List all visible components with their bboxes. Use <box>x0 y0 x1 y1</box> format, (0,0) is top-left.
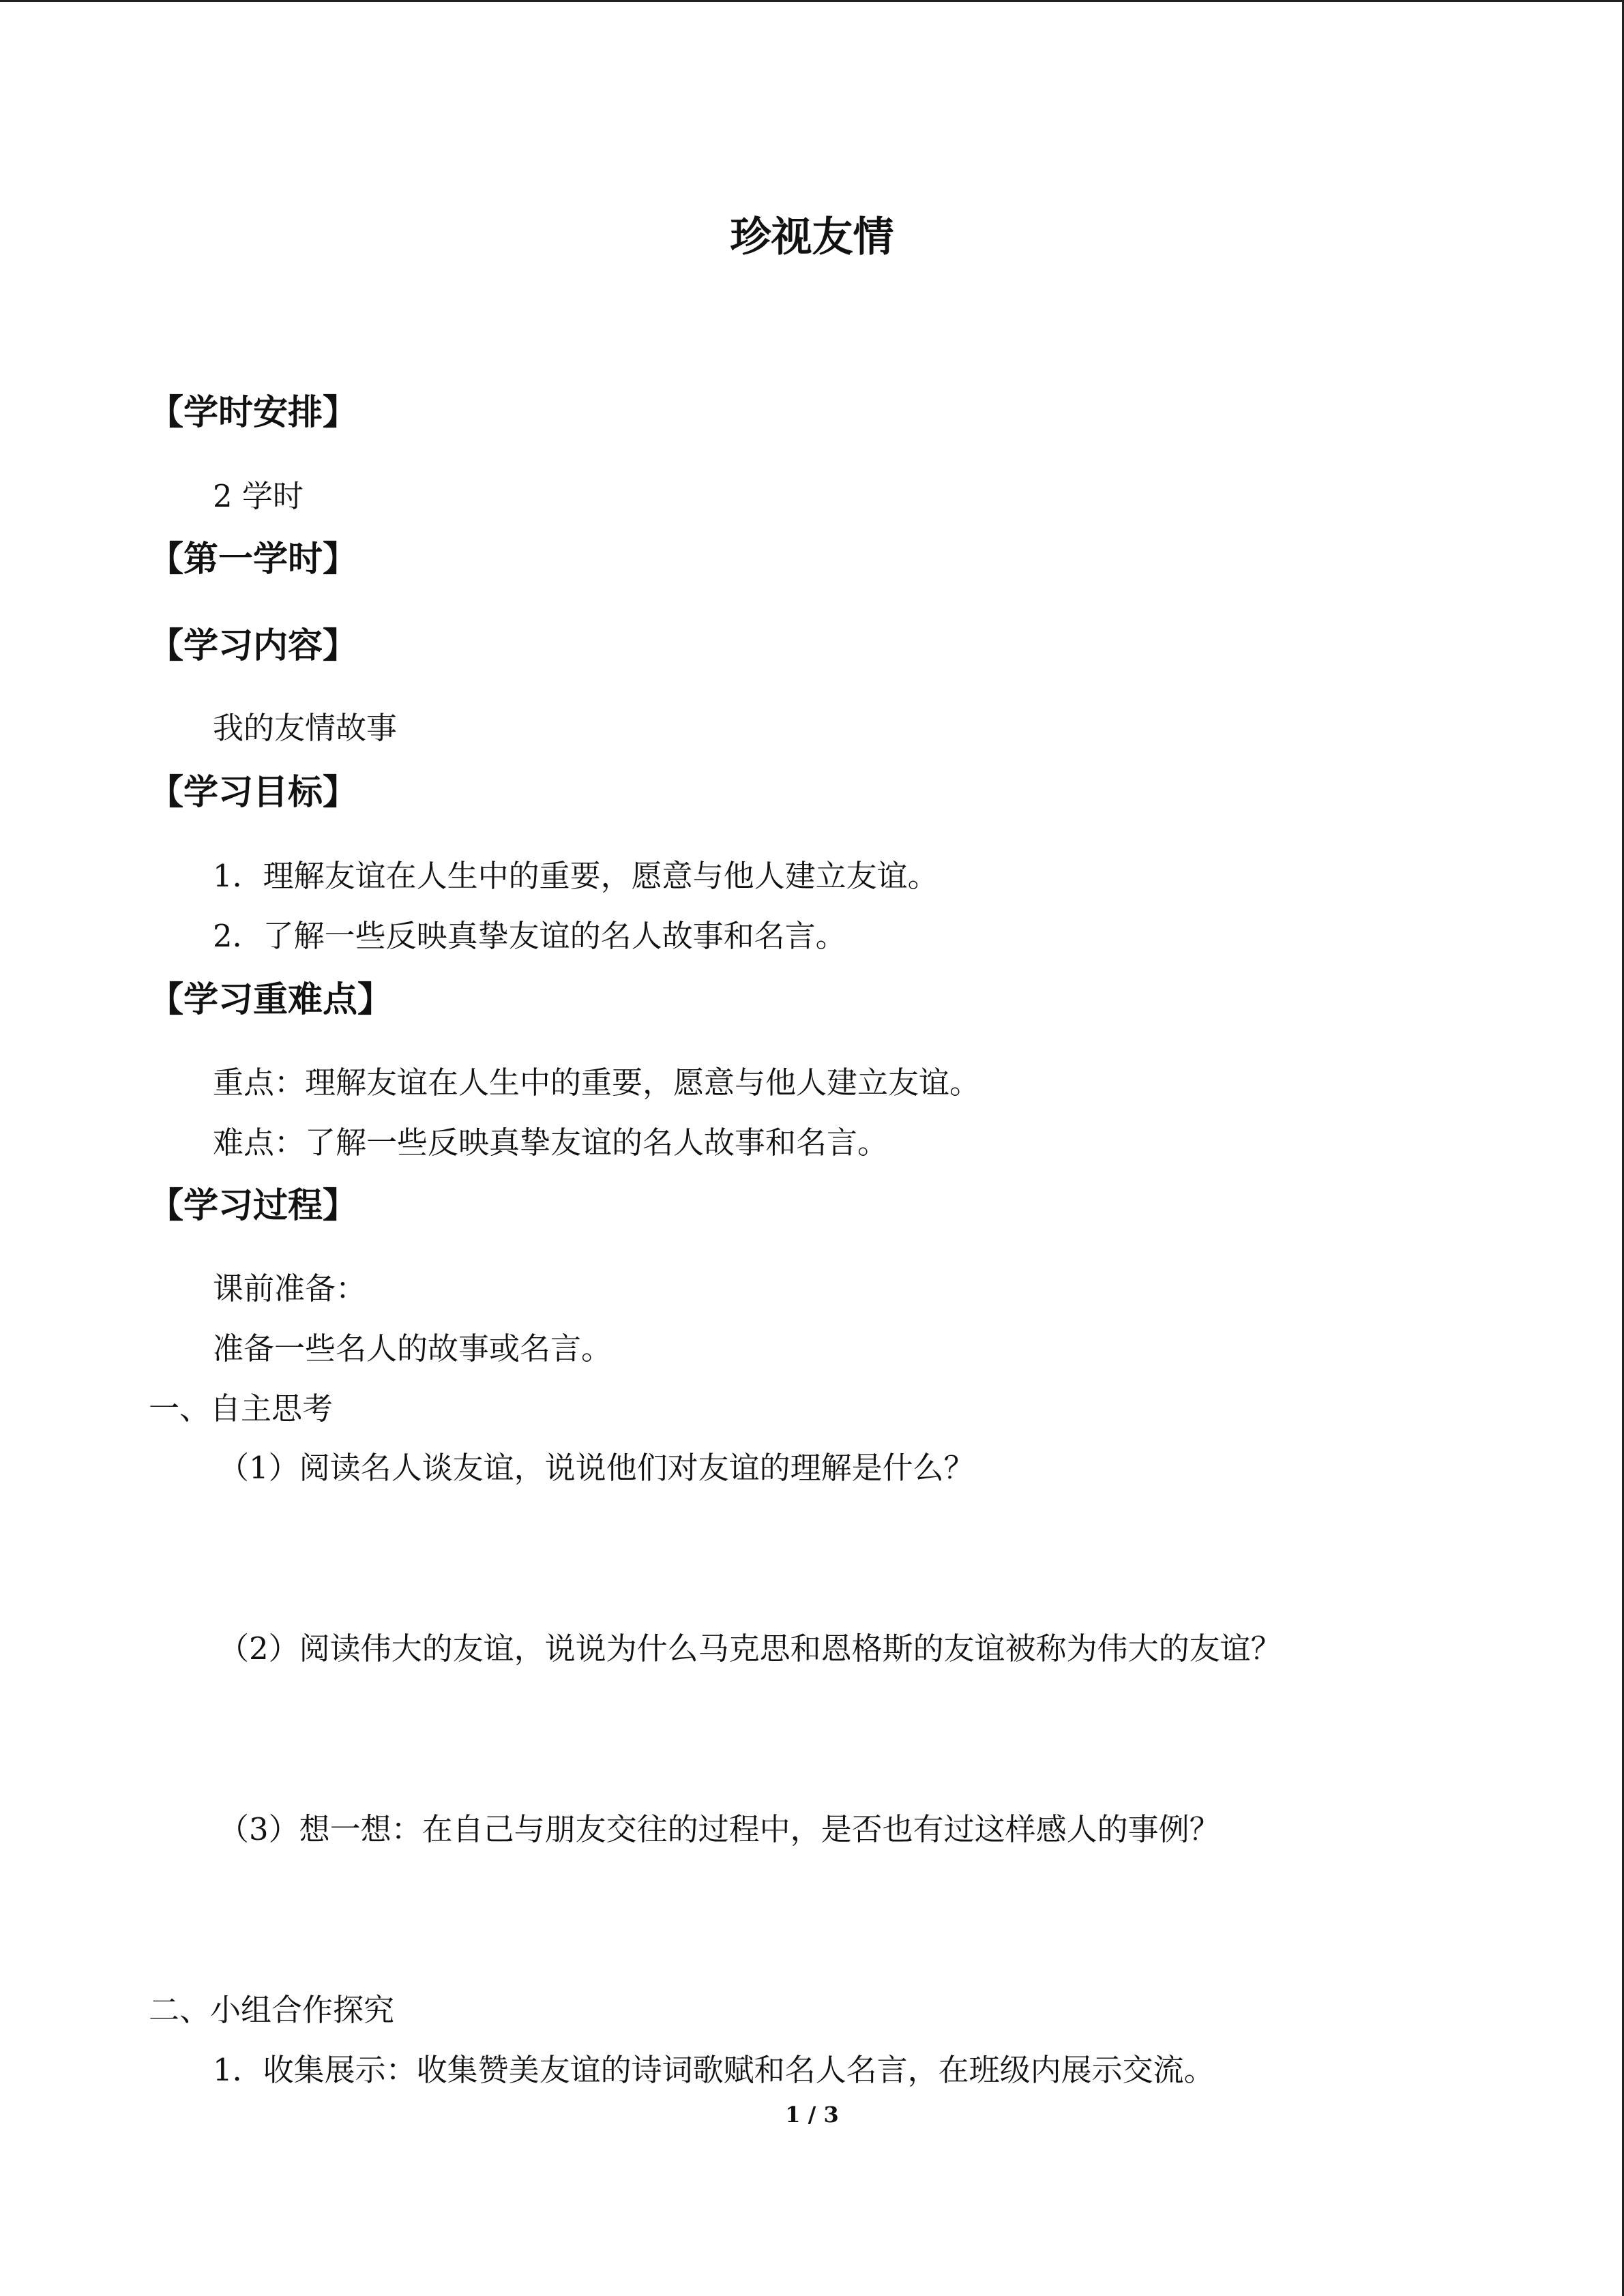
difficulty-text: 难点：了解一些反映真挚友谊的名人故事和名言。 <box>213 1124 889 1161</box>
part2-heading: 二、小组合作探究 <box>149 1992 395 2028</box>
part1-question-2: （2）阅读伟大的友谊，说说为什么马克思和恩格斯的友谊被称为伟大的友谊？ <box>218 1630 1282 1667</box>
heading-keypoints: 【学习重难点】 <box>149 980 393 1020</box>
heading-content: 【学习内容】 <box>149 626 358 666</box>
prep-text: 准备一些名人的故事或名言。 <box>213 1330 612 1367</box>
heading-goals: 【学习目标】 <box>149 773 358 813</box>
page-top-border <box>0 0 1624 2</box>
heading-schedule: 【学时安排】 <box>149 393 358 433</box>
document-title: 珍视友情 <box>730 213 894 261</box>
keypoint-text: 重点：理解友谊在人生中的重要，愿意与他人建立友谊。 <box>213 1064 981 1101</box>
page-number: 1 / 3 <box>785 2102 839 2128</box>
heading-first-period: 【第一学时】 <box>149 539 358 580</box>
part1-question-3: （3）想一想：在自己与朋友交往的过程中，是否也有过这样感人的事例？ <box>218 1811 1220 1847</box>
goal-item-2: 2．了解一些反映真挚友谊的名人故事和名言。 <box>213 918 846 954</box>
content-text: 我的友情故事 <box>213 710 398 746</box>
part2-item-1: 1．收集展示：收集赞美友谊的诗词歌赋和名人名言，在班级内展示交流。 <box>213 2052 1215 2088</box>
part1-question-1: （1）阅读名人谈友谊，说说他们对友谊的理解是什么？ <box>218 1450 975 1486</box>
heading-process: 【学习过程】 <box>149 1186 358 1226</box>
goal-item-1: 1．理解友谊在人生中的重要，愿意与他人建立友谊。 <box>213 858 939 894</box>
prep-label: 课前准备： <box>213 1270 367 1307</box>
schedule-text: 2 学时 <box>213 478 304 514</box>
part1-heading: 一、自主思考 <box>149 1390 334 1427</box>
